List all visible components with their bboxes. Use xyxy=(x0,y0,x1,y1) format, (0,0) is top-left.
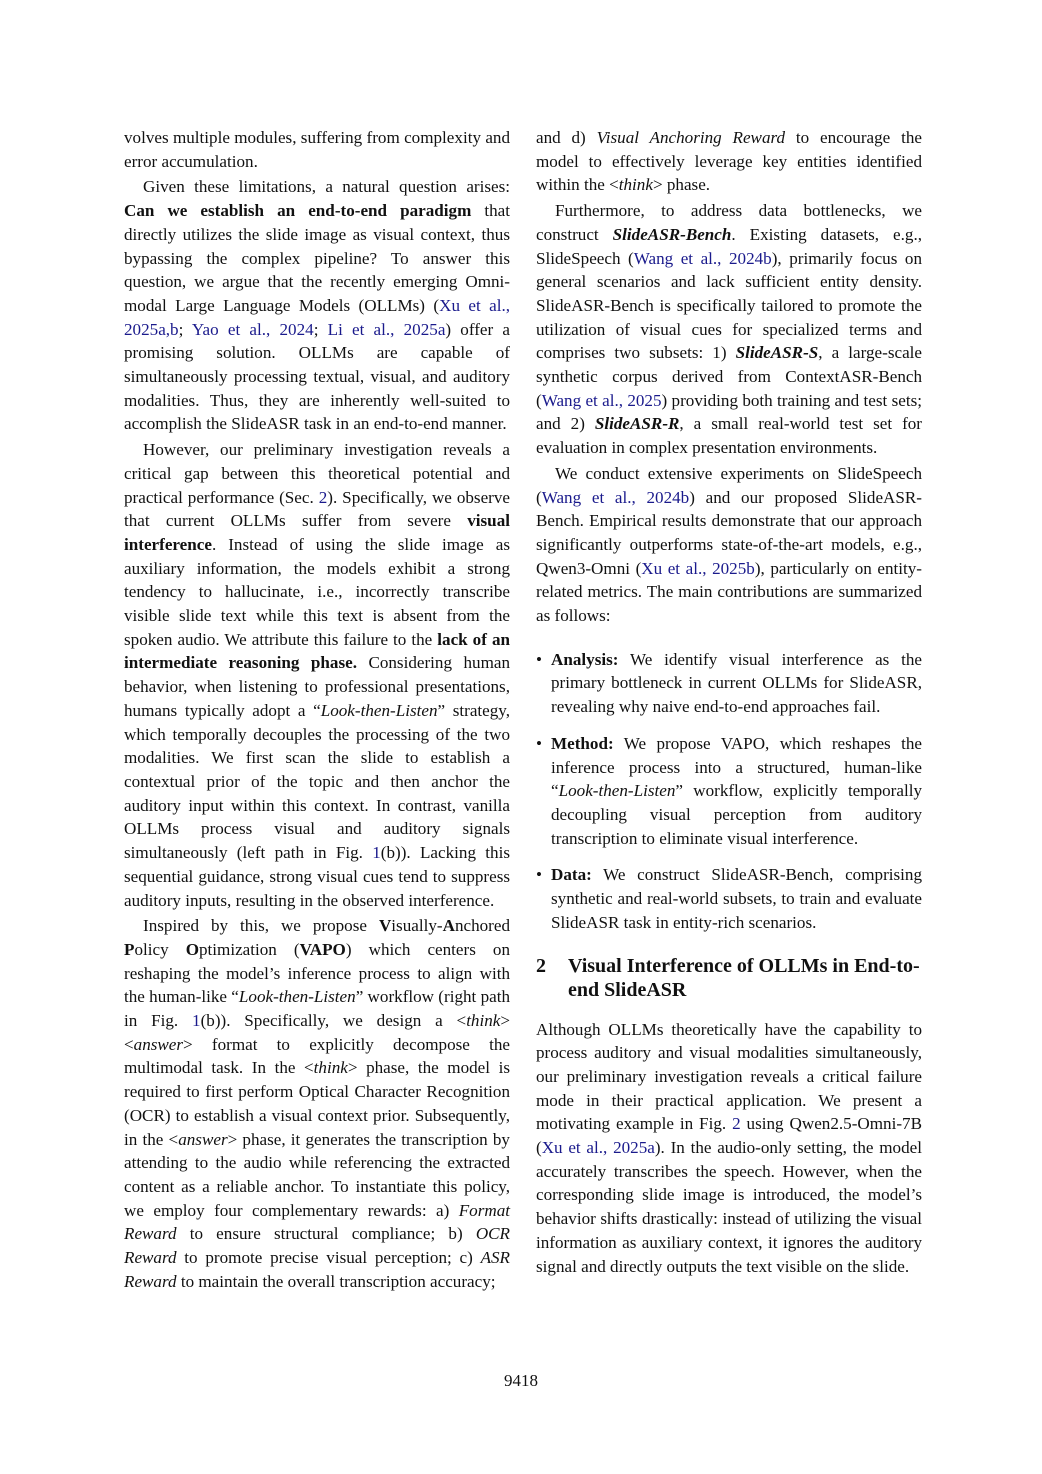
right-column xyxy=(536,126,922,1278)
left-column xyxy=(124,126,510,1293)
paragraph: Furthermore, to address data bottlenecks, we construct SlideASR-Bench. Existing datasets, e.g., SlideSpeech (Wang et al., 2024b), primarily focus on general scenarios and lack sufficient entity density. SlideASR-Bench is specifically tailored to promote the utilization of visual cues for specialized terms and comprises two subsets: 1) SlideASR-S, a large-scale synthetic corpus derived from ContextASR-Bench (Wang et al., 2025) providing both training and test sets; and 2) SlideASR-R, a small real-world test set for evaluation in complex presentation environments. xyxy=(536,201,923,458)
contributions-list xyxy=(536,648,922,935)
section-heading xyxy=(536,954,922,1002)
list-item: • Analysis: We identify visual interference as the primary bottleneck in current OLLMs for SlideASR, revealing why naive end-to-end approaches fail. xyxy=(536,648,922,719)
paragraph: Given these limitations, a natural question arises: Can we establish an end-to-end paradigm that directly utilizes the slide image as visual context, thus bypassing the complex pipeline? To answer this question, we argue that the recently emerging Omni-modal Large Language Models (OLLMs) (Xu et al., 2025a,b; Yao et al., 2024; Li et al., 2025a) offer a promising solution. OLLMs are capable of simultaneously processing textual, visual, and auditory modalities. Thus, they are inherently well-suited to accomplish the SlideASR task in an end-to-end manner. xyxy=(124,177,511,434)
section-number: 2 xyxy=(536,954,546,977)
list-item: • Data: We construct SlideASR-Bench, comprising synthetic and real-world subsets, to train and evaluate SlideASR task in entity-rich scenarios. xyxy=(536,863,922,934)
paragraph: Inspired by this, we propose Visually-Anchored Policy Optimization (VAPO) which centers on reshaping the model’s inference process to align with the human-like “Look-then-Listen” workflow (right path in Fig. 1(b)). Specifically, we design a <think><answer> format to explicitly decompose the multimodal task. In the <think> phase, the model is required to first perform Optical Character Recognition (OCR) to establish a visual context prior. Subsequently, in the <answer> phase, it generates the transcription by attending to the audio while referencing the extracted content as a reliable anchor. To instantiate this policy, we employ four complementary rewards: a) Format Reward to ensure structural compliance; b) OCR Reward to promote precise visual perception; c) ASR Reward to maintain the overall transcription accuracy; xyxy=(124,916,511,1291)
paragraph: and d) Visual Anchoring Reward to encourage the model to effectively leverage key entities identified within the <think> phase. xyxy=(536,128,922,195)
paragraph: Although OLLMs theoretically have the capability to process auditory and visual modalities simultaneously, our preliminary investigation reveals a critical failure mode in their practical application. We present a motivating example in Fig. 2 using Qwen2.5-Omni-7B (Xu et al., 2025a). In the audio-only setting, the model accurately transcribes the speech. However, when the corresponding slide image is introduced, the model’s behavior shifts drastically: instead of utilizing the visual information as auxiliary context, it ignores the auditory signal and directly outputs the text visible on the slide. xyxy=(536,1019,922,1276)
list-item: • Method: We propose VAPO, which reshapes the inference process into a structured, human-like “Look-then-Listen” workflow, explicitly temporally decoupling visual perception from auditory transcription to eliminate visual interference. xyxy=(536,732,922,851)
paragraph: volves multiple modules, suffering from complexity and error accumulation. xyxy=(124,128,510,171)
paragraph: We conduct extensive experiments on SlideSpeech (Wang et al., 2024b) and our proposed SlideASR-Bench. Empirical results demonstrate that our approach significantly outperforms state-of-the-art models, e.g., Qwen3-Omni (Xu et al., 2025b), particularly on entity-related metrics. The main contributions are summarized as follows: xyxy=(536,463,922,626)
paragraph: However, our preliminary investigation reveals a critical gap between this theoretical potential and practical performance (Sec. 2). Specifically, we observe that current OLLMs suffer from severe visual interference. Instead of using the slide image as auxiliary information, the models exhibit a strong tendency to hallucinate, i.e., incorrectly transcribe visible slide text while this text is absent from the spoken audio. We attribute this failure to the lack of an intermediate reasoning phase. Considering human behavior, when listening to professional presentations, humans typically adopt a “Look-then-Listen” strategy, which temporally decouples the processing of the two modalities. We first scan the slide to establish a contextual prior of the topic and then anchor the auditory input within this context. In contrast, vanilla OLLMs process visual and auditory signals simultaneously (left path in Fig. 1(b)). Lacking this sequential guidance, strong visual cues tend to suppress auditory inputs, resulting in the observed interference. xyxy=(124,440,510,910)
page-number: 9418 xyxy=(504,1371,538,1390)
section-title: Visual Interference of OLLMs in End-to-end SlideASR xyxy=(568,954,920,1001)
